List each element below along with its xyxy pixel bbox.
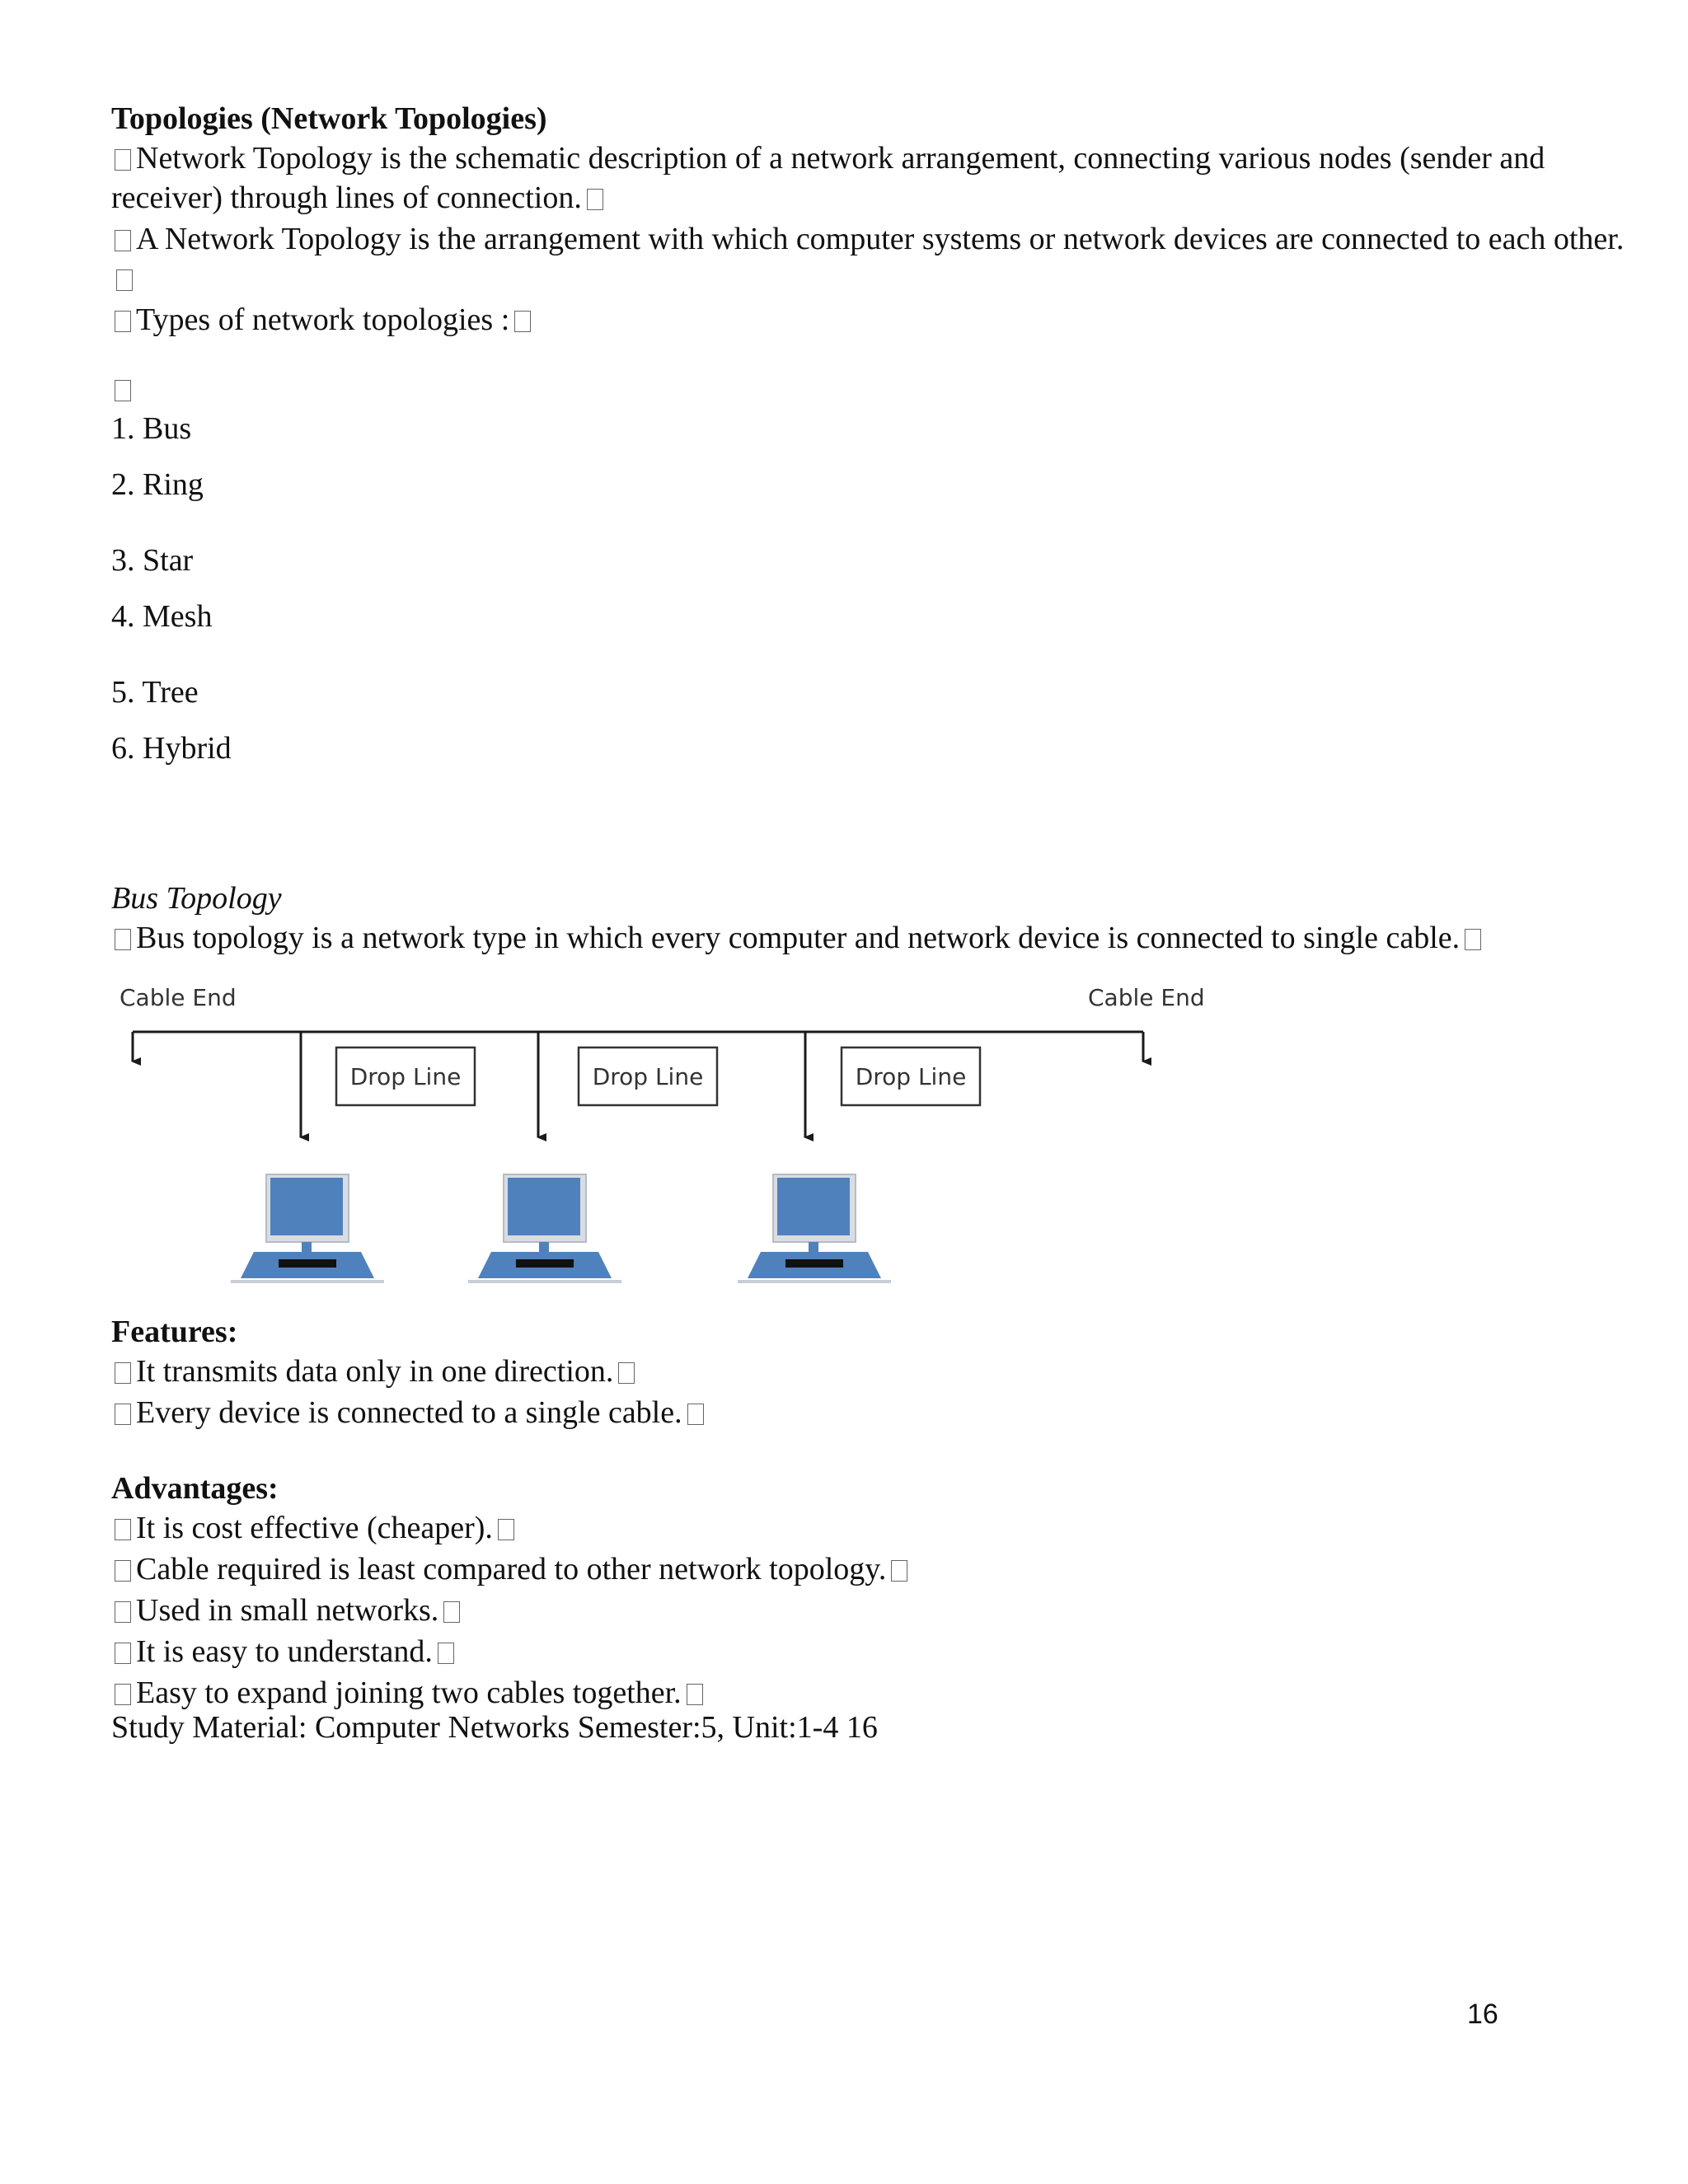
trailing-glyph-icon	[438, 1643, 454, 1664]
list-item: 2. Ring	[111, 467, 204, 502]
bullet-glyph-icon	[115, 149, 131, 171]
topology-types-list	[111, 409, 1644, 768]
trailing-glyph-icon	[443, 1601, 460, 1623]
intro-text-2: A Network Topology is the arrangement with which computer systems or network devices are connected to each other.	[136, 222, 1625, 256]
trailing-glyph-icon	[687, 1404, 704, 1425]
advantage-text: It is easy to understand.	[136, 1634, 433, 1669]
trailing-glyph-icon	[587, 189, 603, 210]
list-item: 1. Bus	[111, 411, 192, 446]
list-item: 6. Hybrid	[111, 731, 232, 766]
intro-paragraph-2	[111, 219, 1644, 298]
document-page	[111, 99, 1644, 958]
trailing-glyph-icon	[891, 1560, 907, 1582]
advantages-title: Advantages:	[111, 1471, 279, 1506]
advantage-item	[111, 1591, 1644, 1630]
bullet-glyph-icon	[115, 1404, 131, 1425]
list-item: 5. Tree	[111, 675, 199, 710]
bullet-glyph-icon	[115, 1560, 131, 1582]
bullet-glyph-icon	[115, 1362, 131, 1384]
list-item: 3. Star	[111, 543, 194, 578]
feature-text: It transmits data only in one direction.	[136, 1354, 614, 1389]
empty-glyph-line	[111, 369, 1644, 409]
bullet-glyph-icon	[115, 1601, 131, 1623]
advantage-item	[111, 1632, 1644, 1671]
drop-line-label-2: Drop Line	[592, 1063, 704, 1090]
advantage-item	[111, 1549, 1644, 1589]
cable-end-right-label: Cable End	[1088, 984, 1205, 1011]
trailing-glyph-icon	[618, 1362, 635, 1384]
features-title: Features:	[111, 1315, 238, 1349]
computer-icon	[231, 1174, 384, 1282]
page-number: 16	[1467, 1999, 1498, 2030]
intro-text-3: Types of network topologies :	[136, 302, 510, 337]
trailing-glyph-icon	[514, 311, 531, 332]
bullet-glyph-icon	[115, 1519, 131, 1540]
list-item: 4. Mesh	[111, 599, 213, 634]
intro-text-1: Network Topology is the schematic description of a network arrangement, connecting various nodes (sender and receiver) through lines of connection.	[111, 141, 1545, 215]
lower-section	[111, 1312, 1644, 1747]
intro-paragraph-3	[111, 300, 1644, 340]
bus-definition-text: Bus topology is a network type in which every computer and network device is connected to single cable.	[136, 921, 1461, 955]
cable-end-left-label: Cable End	[120, 984, 237, 1011]
bullet-glyph-icon	[115, 311, 131, 332]
bus-topology-diagram	[111, 972, 1216, 1302]
advantage-text: Used in small networks.	[136, 1593, 439, 1628]
feature-item	[111, 1393, 1644, 1432]
drop-line-label-3: Drop Line	[855, 1063, 967, 1090]
bullet-glyph-icon	[115, 380, 131, 401]
trailing-glyph-icon	[498, 1519, 514, 1540]
drop-line-label-1: Drop Line	[349, 1063, 462, 1090]
advantage-text: Cable required is least compared to other network topology.	[136, 1552, 887, 1586]
footer-text: Study Material: Computer Networks Semester:5, Unit:1-4 16	[111, 1710, 878, 1745]
advantage-item	[111, 1673, 1644, 1713]
page-heading: Topologies (Network Topologies)	[111, 101, 547, 136]
bus-definition	[111, 918, 1644, 958]
feature-item	[111, 1352, 1644, 1391]
bullet-glyph-icon	[115, 1684, 131, 1705]
bullet-glyph-icon	[115, 230, 131, 251]
intro-paragraph-1	[111, 138, 1644, 218]
advantage-item	[111, 1508, 1644, 1548]
computer-icon	[468, 1174, 621, 1282]
bullet-glyph-icon	[115, 929, 131, 950]
feature-text: Every device is connected to a single cable.	[136, 1395, 682, 1430]
bullet-glyph-icon	[115, 1643, 131, 1664]
trailing-glyph-icon	[116, 269, 133, 291]
advantage-text: Easy to expand joining two cables together.	[136, 1675, 682, 1710]
trailing-glyph-icon	[1465, 929, 1481, 950]
advantage-text: It is cost effective (cheaper).	[136, 1511, 493, 1545]
trailing-glyph-icon	[687, 1684, 703, 1705]
bus-topology-title: Bus Topology	[111, 881, 282, 916]
computer-icon	[738, 1174, 891, 1282]
